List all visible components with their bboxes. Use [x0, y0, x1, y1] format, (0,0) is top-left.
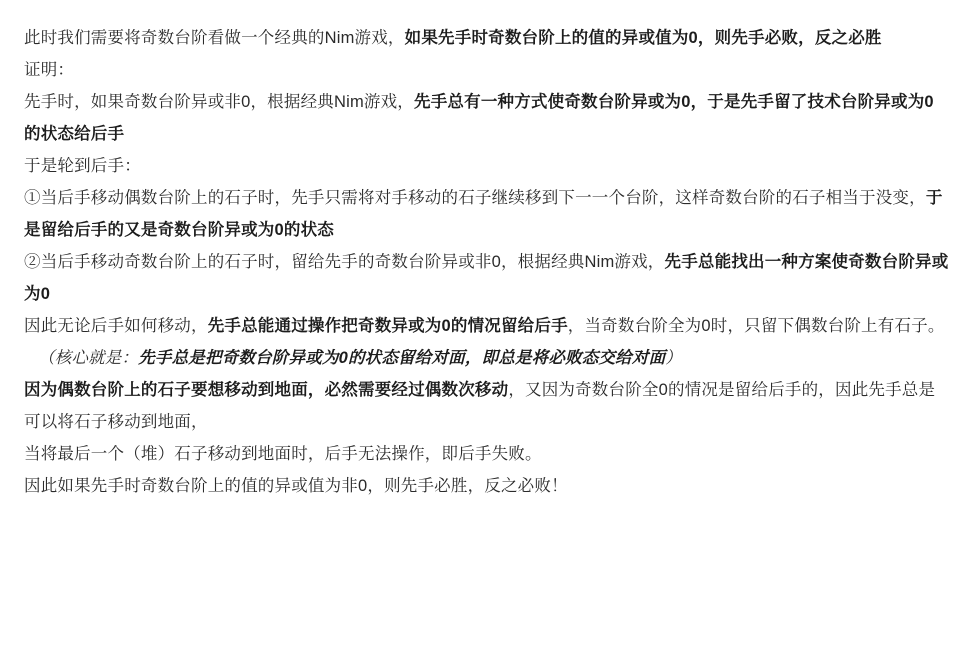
- paragraph: [24, 182, 949, 246]
- body-text: ①当后手移动偶数台阶上的石子时，先手只需将对手移动的石子继续移到下一一个台阶，这样奇数台阶的石子相当于没变，: [24, 189, 926, 207]
- paragraph: [24, 342, 949, 374]
- body-text: ，当奇数台阶全为0时，只留下偶数台阶上有石子。: [567, 317, 945, 335]
- emphasis-text: 先手总有一种方式使奇数台阶异或为0，于是先手留了技术台阶异或为0的状态给后手: [24, 93, 934, 143]
- paragraph: [24, 438, 949, 470]
- paragraph: [24, 86, 949, 150]
- body-text: 此时我们需要将奇数台阶看做一个经典的Nim游戏，: [24, 29, 405, 47]
- emphasis-text: 因为: [24, 381, 58, 399]
- body-text: 因此如果先手时奇数台阶上的值的异或值为非0，则先手必胜，反之必败！: [24, 477, 568, 495]
- body-text: ）: [665, 349, 682, 367]
- emphasis-text: 如果先手时奇数台阶上的值的异或值为0，则先手必败，反之必胜: [404, 29, 882, 47]
- body-text: ，又因为奇数台阶全0的情况是留给后手的，因此先手总是可以将石子移动到地面，: [24, 381, 936, 431]
- body-text: 当将最后一个（堆）石子移动到地面时，后手无法操作，即后手失败。: [24, 445, 542, 463]
- body-text: 证明：: [24, 61, 75, 79]
- paragraph: [24, 310, 949, 342]
- paragraph: [24, 470, 949, 502]
- emphasis-text: 先手总能找出一种方案使奇数台阶异或为0: [24, 253, 949, 303]
- paragraph: [24, 374, 949, 438]
- body-text: （核心就是：: [38, 349, 139, 367]
- emphasis-text: 于是留给后手的又是奇数台阶异或为0的状态: [24, 189, 943, 239]
- emphasis-text: 先手总能通过操作把奇数异或为0的情况留给后手: [207, 317, 568, 335]
- paragraph: [24, 246, 949, 310]
- paragraph: [24, 54, 949, 86]
- body-text: 因此无论后手如何移动，: [24, 317, 208, 335]
- emphasis-text: 偶数台阶上的石子要想移动到地面，必然需要经过偶数次移动: [57, 381, 509, 399]
- emphasis-text: 先手总是把奇数台阶异或为0的状态留给对面，即总是将必败态交给对面: [138, 349, 666, 367]
- body-text: 先手时，如果奇数台阶异或非0，根据经典Nim游戏，: [24, 93, 415, 111]
- body-text: ②当后手移动奇数台阶上的石子时，留给先手的奇数台阶异或非0，根据经典Nim游戏，: [24, 253, 665, 271]
- paragraph: [24, 22, 949, 54]
- paragraph: [24, 150, 949, 182]
- body-text: 于是轮到后手：: [24, 157, 141, 175]
